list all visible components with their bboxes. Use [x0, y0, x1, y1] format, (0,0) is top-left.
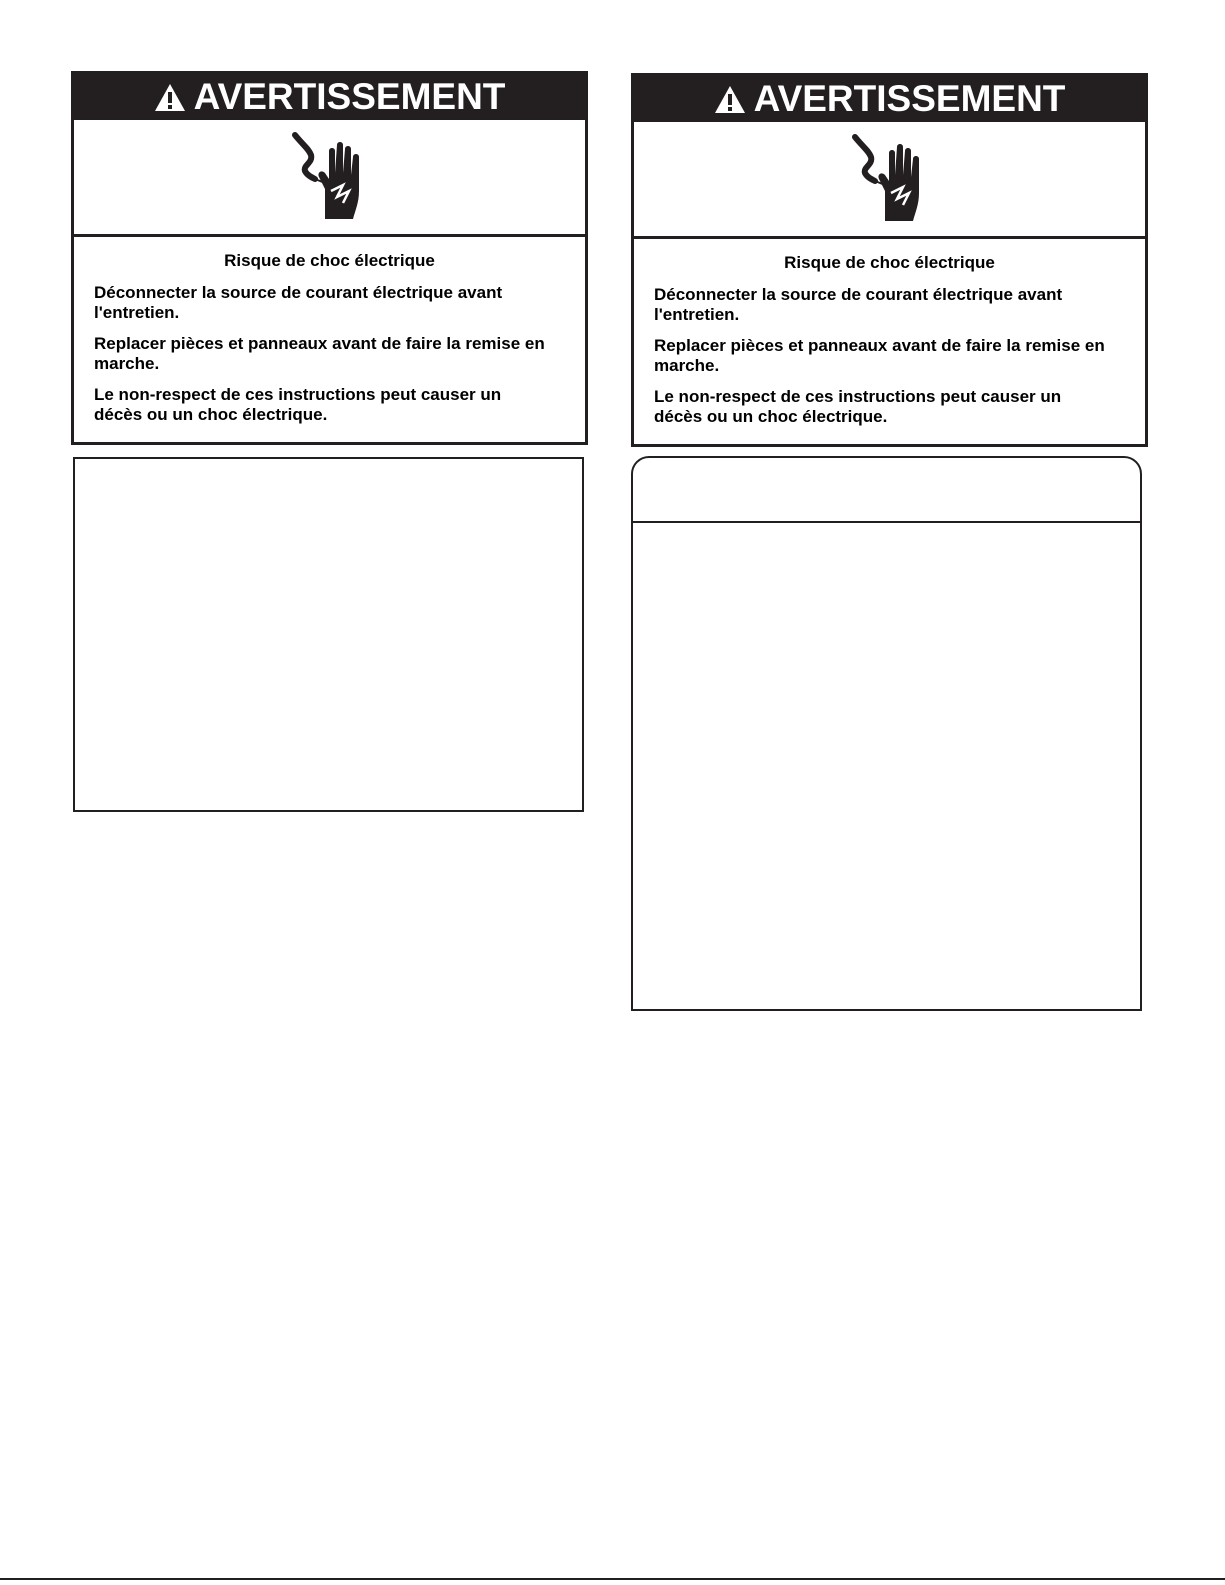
warning-line: Replacer pièces et panneaux avant de faire la remise en marche. [94, 334, 545, 373]
hazard-title: Risque de choc électrique [224, 251, 435, 270]
warning-box-left [71, 71, 588, 445]
warning-line: Le non-respect de ces instructions peut causer un décès ou un choc électrique. [94, 385, 502, 424]
warning-line: Déconnecter la source de courant électrique avant l'entretien. [94, 283, 503, 322]
warning-body [634, 239, 1145, 427]
warning-box-right [631, 73, 1148, 447]
warning-header [634, 76, 1145, 122]
warning-title: AVERTISSEMENT [753, 78, 1066, 119]
electric-shock-hand-icon [845, 133, 935, 225]
warning-triangle-icon [714, 85, 746, 114]
hazard-title: Risque de choc électrique [784, 253, 995, 272]
warning-line: Déconnecter la source de courant électrique avant l'entretien. [654, 285, 1063, 324]
page-bottom-rule [0, 1578, 1225, 1580]
empty-content-box-left [73, 457, 584, 812]
hazard-pictogram [74, 120, 585, 237]
box-header-divider [633, 521, 1140, 523]
warning-triangle-icon [154, 83, 186, 112]
warning-title: AVERTISSEMENT [193, 76, 506, 117]
hazard-pictogram [634, 122, 1145, 239]
warning-line: Replacer pièces et panneaux avant de faire la remise en marche. [654, 336, 1105, 375]
warning-body [74, 237, 585, 425]
electric-shock-hand-icon [285, 131, 375, 223]
warning-header [74, 74, 585, 120]
empty-content-box-right [631, 456, 1142, 1011]
warning-line: Le non-respect de ces instructions peut causer un décès ou un choc électrique. [654, 387, 1062, 426]
